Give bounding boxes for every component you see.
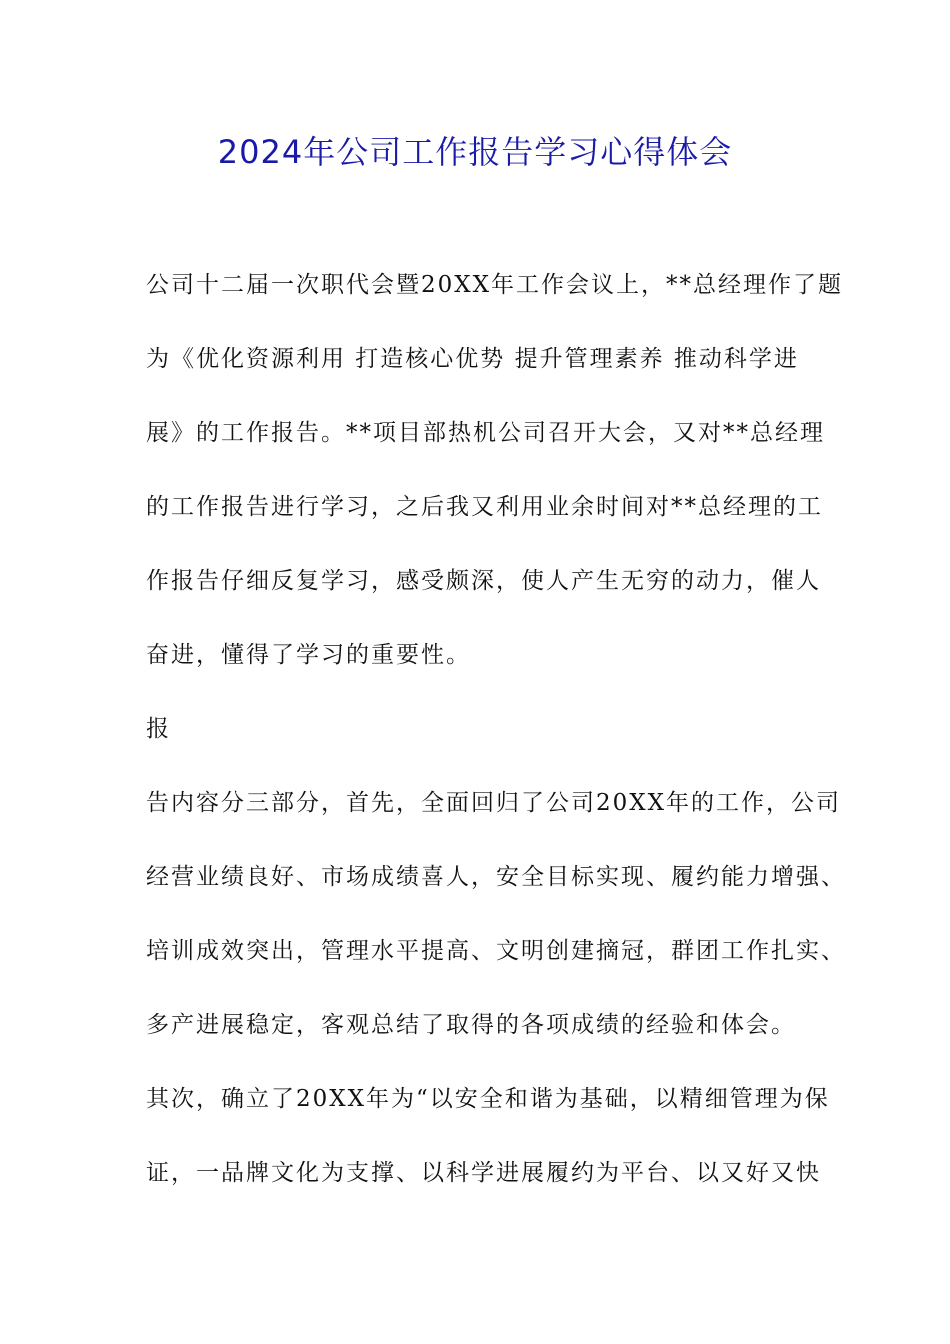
body-line: 告内容分三部分，首先，全面回归了公司20XX年的工作，公司 <box>146 790 842 816</box>
body-line: 其次，确立了20XX年为“以安全和谐为基础，以精细管理为保 <box>146 1086 830 1112</box>
body-line: 公司十二届一次职代会暨20XX年工作会议上，**总经理作了题 <box>146 272 844 298</box>
body-line: 多产进展稳定，客观总结了取得的各项成绩的经验和体会。 <box>146 1012 796 1038</box>
document-title: 2024年公司工作报告学习心得体会 <box>217 133 733 171</box>
body-line: 报 <box>146 716 171 742</box>
body-line: 经营业绩良好、市场成绩喜人，安全目标实现、履约能力增强、 <box>146 864 846 890</box>
body-line: 的工作报告进行学习，之后我又利用业余时间对**总经理的工 <box>146 494 823 520</box>
body-line: 奋进，懂得了学习的重要性。 <box>146 642 471 668</box>
body-line: 作报告仔细反复学习，感受颇深，使人产生无穷的动力，催人 <box>146 568 821 594</box>
body-line: 证，一品牌文化为支撑、以科学进展履约为平台、以又好又快 <box>146 1160 821 1186</box>
body-line: 为《优化资源利用 打造核心优势 提升管理素养 推动科学进 <box>146 346 799 372</box>
body-line: 展》的工作报告。**项目部热机公司召开大会，又对**总经理 <box>146 420 825 446</box>
body-line: 培训成效突出，管理水平提高、文明创建摘冠，群团工作扎实、 <box>146 938 846 964</box>
document-body <box>146 258 846 1220</box>
